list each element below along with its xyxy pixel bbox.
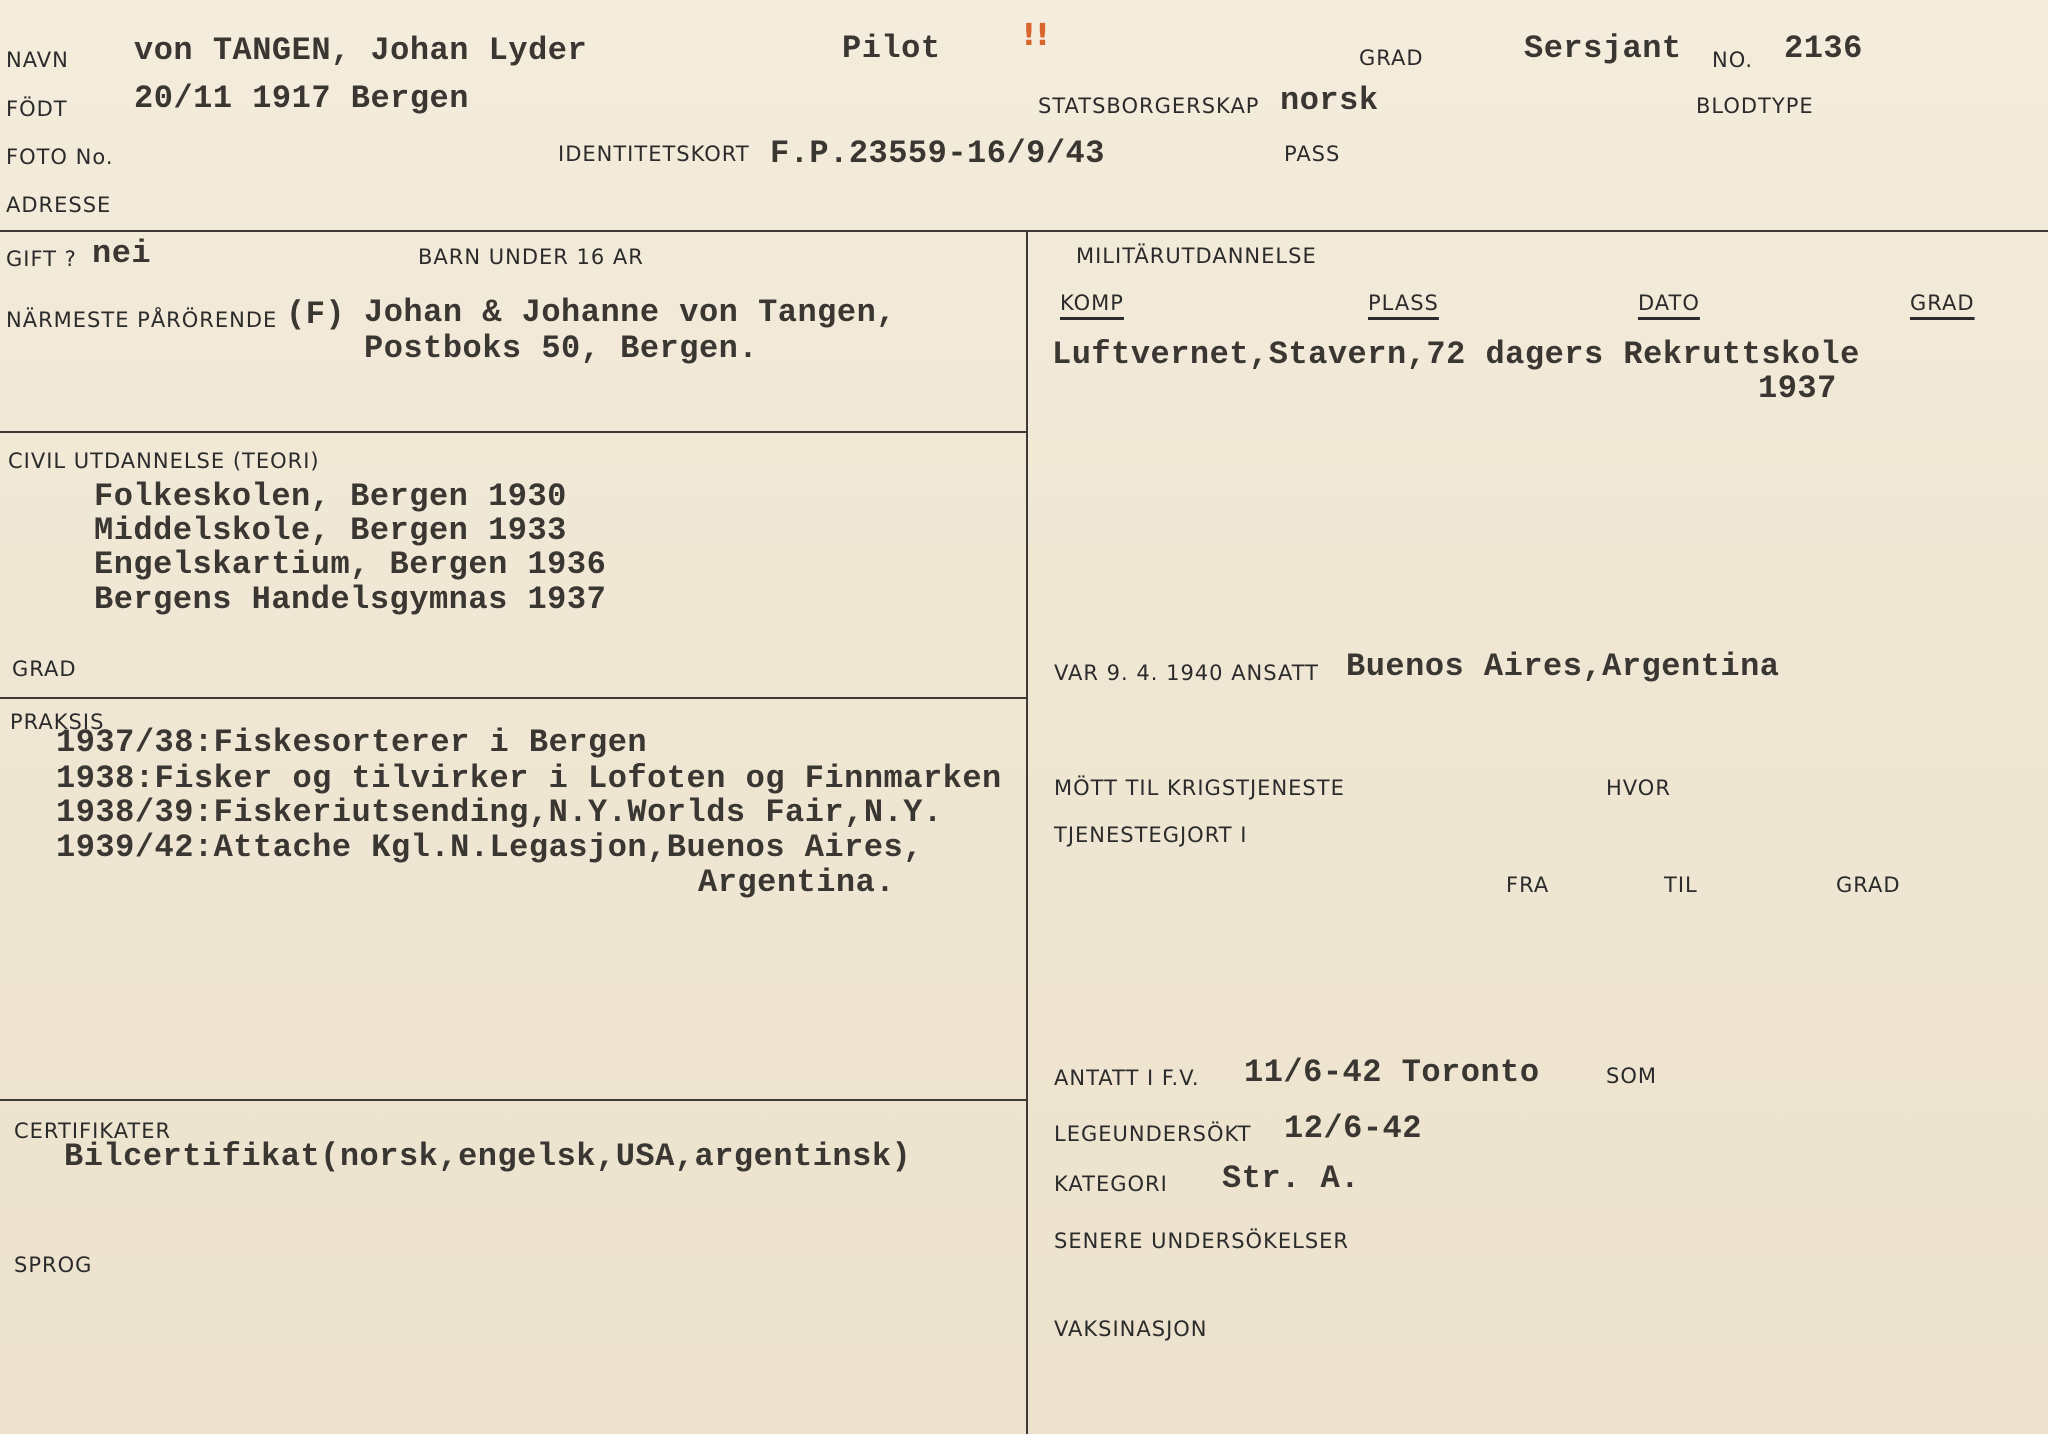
blodtype-label: BLODTYPE: [1696, 94, 1814, 118]
gift-value: nei: [92, 235, 152, 272]
identitetskort-label: IDENTITETSKORT: [558, 142, 750, 166]
certifikater-value: Bilcertifikat(norsk,engelsk,USA,argentinsk): [64, 1138, 912, 1175]
barn-label: BARN UNDER 16 AR: [418, 245, 644, 269]
fodt-label: FÖDT: [6, 97, 68, 121]
grad-value: Sersjant: [1524, 30, 1682, 67]
parorende-label: NÄRMESTE PÅRÖRENDE: [6, 308, 278, 332]
til-label: TIL: [1664, 873, 1698, 897]
certifikater-label: CERTIFIKATER: [14, 1119, 172, 1143]
praksis-label: PRAKSIS: [10, 710, 105, 734]
civil-line-1: Folkeskolen, Bergen 1930: [94, 478, 567, 515]
civil-line-4: Bergens Handelsgymnas 1937: [94, 581, 607, 618]
militar-entry-line-2: 1937: [1758, 370, 1837, 407]
gift-label: GIFT ?: [6, 247, 77, 271]
identitetskort-value: F.P.23559-16/9/43: [770, 135, 1105, 172]
praksis-line-4: 1939/42:Attache Kgl.N.Legasjon,Buenos Aires,: [56, 829, 923, 866]
antatt-value: 11/6-42 Toronto: [1244, 1054, 1540, 1091]
senere-undersokelser-label: SENERE UNDERSÖKELSER: [1054, 1229, 1350, 1253]
hvor-label: HVOR: [1606, 776, 1671, 800]
civil-section-divider: [0, 431, 1026, 433]
civil-utdannelse-label: CIVIL UTDANNELSE (TEORI): [8, 449, 320, 473]
name-value: von TANGEN, Johan Lyder: [134, 32, 588, 69]
no-label: NO.: [1712, 48, 1754, 72]
grad-label: GRAD: [1359, 46, 1424, 70]
no-value: 2136: [1784, 30, 1863, 67]
praksis-line-2: 1938:Fisker og tilvirker i Lofoten og Finnmarken: [56, 760, 1002, 797]
parorende-line-2: Postboks 50, Bergen.: [364, 330, 759, 367]
header-divider-line: [0, 230, 2048, 232]
role-value: Pilot: [842, 30, 941, 67]
orange-mark: !!: [1022, 18, 1050, 53]
legeundersokt-label: LEGEUNDERSÖKT: [1054, 1122, 1252, 1146]
var-ansatt-label: VAR 9. 4. 1940 ANSATT: [1054, 661, 1320, 685]
komp-column-label: KOMP: [1060, 291, 1124, 315]
parorende-code: (F): [286, 296, 346, 333]
tjeneste-grad-label: GRAD: [1836, 873, 1901, 897]
militar-entry-line-1: Luftvernet,Stavern,72 dagers Rekruttskole: [1052, 336, 1860, 373]
kategori-label: KATEGORI: [1054, 1172, 1168, 1196]
antatt-label: ANTATT I F.V.: [1054, 1066, 1200, 1090]
militarutdannelse-label: MILITÄRUTDANNELSE: [1076, 244, 1317, 268]
sprog-label: SPROG: [14, 1253, 93, 1277]
pass-label: PASS: [1284, 142, 1341, 166]
civil-line-2: Middelskole, Bergen 1933: [94, 512, 567, 549]
vaksinasjon-label: VAKSINASJON: [1054, 1317, 1208, 1341]
kategori-value: Str. A.: [1222, 1160, 1360, 1197]
foto-label: FOTO No.: [6, 145, 114, 169]
certifikater-section-divider: [0, 1099, 1026, 1101]
adresse-label: ADRESSE: [6, 193, 112, 217]
grad-column-label: GRAD: [1910, 291, 1975, 315]
praksis-line-3: 1938/39:Fiskeriutsending,N.Y.Worlds Fair,N.Y.: [56, 794, 943, 831]
legeundersokt-value: 12/6-42: [1284, 1110, 1422, 1147]
parorende-line-1: Johan & Johanne von Tangen,: [364, 294, 896, 331]
statsborgerskap-label: STATSBORGERSKAP: [1038, 94, 1260, 118]
tjenestegjort-label: TJENESTEGJORT I: [1054, 823, 1248, 847]
fra-label: FRA: [1506, 873, 1550, 897]
praksis-section-divider: [0, 697, 1026, 699]
navn-label: NAVN: [6, 48, 69, 72]
column-divider-line: [1026, 230, 1028, 1434]
civil-line-3: Engelskartium, Bergen 1936: [94, 546, 607, 583]
mott-krigstjeneste-label: MÖTT TIL KRIGSTJENESTE: [1054, 776, 1345, 800]
fodt-value: 20/11 1917 Bergen: [134, 80, 469, 117]
plass-column-label: PLASS: [1368, 291, 1439, 315]
var-ansatt-value: Buenos Aires,Argentina: [1346, 648, 1780, 685]
som-label: SOM: [1606, 1064, 1657, 1088]
praksis-line-1: 1937/38:Fiskesorterer i Bergen: [56, 724, 648, 761]
civil-grad-label: GRAD: [12, 657, 77, 681]
dato-column-label: DATO: [1638, 291, 1700, 315]
statsborgerskap-value: norsk: [1280, 82, 1379, 119]
praksis-line-5: Argentina.: [698, 864, 896, 901]
